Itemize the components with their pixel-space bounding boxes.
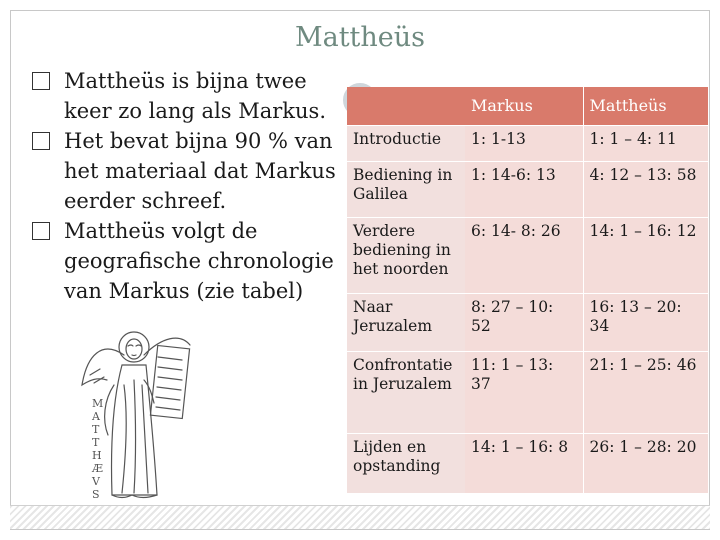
table-cell-label: Bediening in Galilea [347,161,465,217]
svg-text:T: T [92,423,100,436]
bullet-item [32,216,352,306]
bullet-box-icon [32,72,50,90]
table-cell-label: Verdere bediening in het noorden [347,217,465,293]
table-row [347,161,708,217]
table-cell-label: Introductie [347,125,465,161]
table-cell-markus: 11: 1 – 13: 37 [465,351,583,433]
angel-illustration-icon [62,325,212,520]
table-row [347,293,708,351]
table-header-row [347,87,708,125]
table-header-cell: Markus [465,87,583,125]
table-cell-mattheus: 4: 12 – 13: 58 [583,161,708,217]
svg-text:T: T [92,436,100,449]
bullet-item [32,126,352,216]
bullet-item [32,66,352,126]
table-row [347,125,708,161]
svg-text:Æ: Æ [92,462,104,475]
chronology-table [347,87,708,493]
svg-text:S: S [92,488,100,501]
table-cell-mattheus: 16: 13 – 20: 34 [583,293,708,351]
bullet-text: Het bevat bijna 90 % van het materiaal dat Markus eerder schreef. [64,129,336,213]
table-cell-label: Confrontatie in Jeruzalem [347,351,465,433]
svg-text:A: A [92,410,100,423]
bullet-box-icon [32,222,50,240]
table-cell-mattheus: 1: 1 – 4: 11 [583,125,708,161]
table-row [347,217,708,293]
table-row [347,433,708,493]
table-cell-mattheus: 26: 1 – 28: 20 [583,433,708,493]
table-cell-markus: 1: 1-13 [465,125,583,161]
svg-text:M: M [92,397,104,410]
svg-text:V: V [92,475,100,488]
svg-text:H: H [92,449,102,462]
bullet-list [32,66,352,306]
table-cell-markus: 8: 27 – 10: 52 [465,293,583,351]
bullet-text: Mattheüs volgt de geografische chronologie van Markus (zie tabel) [64,219,334,303]
table-row [347,351,708,433]
table-cell-label: Lijden en opstanding [347,433,465,493]
bullet-text: Mattheüs is bijna twee keer zo lang als Markus. [64,69,327,123]
table-cell-mattheus: 21: 1 – 25: 46 [583,351,708,433]
table-header-cell: Mattheüs [583,87,708,125]
bullet-box-icon [32,132,50,150]
table-cell-markus: 14: 1 – 16: 8 [465,433,583,493]
table-cell-mattheus: 14: 1 – 16: 12 [583,217,708,293]
table-cell-label: Naar Jeruzalem [347,293,465,351]
table-header-cell [347,87,465,125]
slide-title: Mattheüs [294,22,426,53]
table-cell-markus: 6: 14- 8: 26 [465,217,583,293]
table-cell-markus: 1: 14-6: 13 [465,161,583,217]
